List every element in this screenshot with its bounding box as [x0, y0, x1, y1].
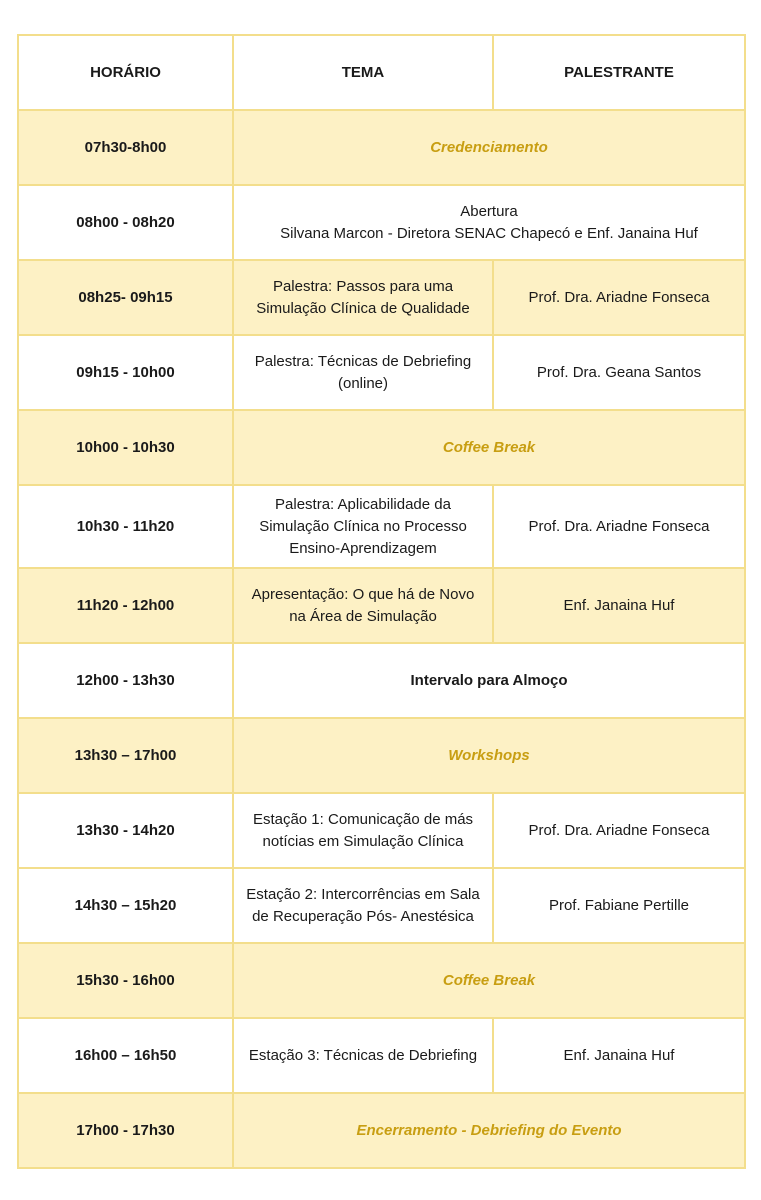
time-cell: 13h30 – 17h00 — [18, 718, 233, 793]
header-row — [18, 35, 745, 110]
time-cell: 09h15 - 10h00 — [18, 335, 233, 410]
time-cell: 12h00 - 13h30 — [18, 643, 233, 718]
header-time: HORÁRIO — [18, 35, 233, 110]
time-cell: 10h30 - 11h20 — [18, 485, 233, 568]
time-cell: 08h00 - 08h20 — [18, 185, 233, 260]
time-cell: 07h30-8h00 — [18, 110, 233, 185]
time-cell: 15h30 - 16h00 — [18, 943, 233, 1018]
speaker-cell: Enf. Janaina Huf — [493, 1018, 745, 1093]
time-cell: 13h30 - 14h20 — [18, 793, 233, 868]
table-row — [18, 110, 745, 185]
speaker-cell: Prof. Fabiane Pertille — [493, 868, 745, 943]
topic-cell: Estação 2: Intercorrências em Sala de Recuperação Pós- Anestésica — [233, 868, 493, 943]
time-cell: 10h00 - 10h30 — [18, 410, 233, 485]
table-row — [18, 643, 745, 718]
topic-cell: Intervalo para Almoço — [233, 643, 745, 718]
table-row — [18, 185, 745, 260]
schedule-table — [17, 34, 746, 1169]
table-row — [18, 868, 745, 943]
speaker-cell: Prof. Dra. Ariadne Fonseca — [493, 260, 745, 335]
topic-cell: Estação 3: Técnicas de Debriefing — [233, 1018, 493, 1093]
topic-cell: Encerramento - Debriefing do Evento — [233, 1093, 745, 1168]
speaker-cell: Prof. Dra. Geana Santos — [493, 335, 745, 410]
speaker-cell: Prof. Dra. Ariadne Fonseca — [493, 793, 745, 868]
topic-cell: Estação 1: Comunicação de más notícias em Simulação Clínica — [233, 793, 493, 868]
speaker-cell: Enf. Janaina Huf — [493, 568, 745, 643]
table-row — [18, 335, 745, 410]
time-cell: 16h00 – 16h50 — [18, 1018, 233, 1093]
topic-cell: Coffee Break — [233, 410, 745, 485]
table-row — [18, 485, 745, 568]
time-cell: 14h30 – 15h20 — [18, 868, 233, 943]
topic-cell: Palestra: Passos para uma Simulação Clínica de Qualidade — [233, 260, 493, 335]
topic-cell — [233, 185, 745, 260]
topic-line: Abertura — [460, 202, 518, 220]
header-speaker: PALESTRANTE — [493, 35, 745, 110]
table-row — [18, 568, 745, 643]
topic-cell: Apresentação: O que há de Novo na Área de Simulação — [233, 568, 493, 643]
table-row — [18, 718, 745, 793]
table-row — [18, 410, 745, 485]
topic-cell: Credenciamento — [233, 110, 745, 185]
table-row — [18, 943, 745, 1018]
table-row — [18, 260, 745, 335]
topic-cell: Palestra: Técnicas de Debriefing (online) — [233, 335, 493, 410]
table-row — [18, 1093, 745, 1168]
table-row — [18, 793, 745, 868]
topic-cell: Coffee Break — [233, 943, 745, 1018]
time-cell: 11h20 - 12h00 — [18, 568, 233, 643]
topic-cell: Workshops — [233, 718, 745, 793]
table-row — [18, 1018, 745, 1093]
topic-cell: Palestra: Aplicabilidade da Simulação Clínica no Processo Ensino-Aprendizagem — [233, 485, 493, 568]
topic-line: Silvana Marcon - Diretora SENAC Chapecó e Enf. Janaina Huf — [280, 224, 698, 242]
header-topic: TEMA — [233, 35, 493, 110]
time-cell: 17h00 - 17h30 — [18, 1093, 233, 1168]
time-cell: 08h25- 09h15 — [18, 260, 233, 335]
speaker-cell: Prof. Dra. Ariadne Fonseca — [493, 485, 745, 568]
